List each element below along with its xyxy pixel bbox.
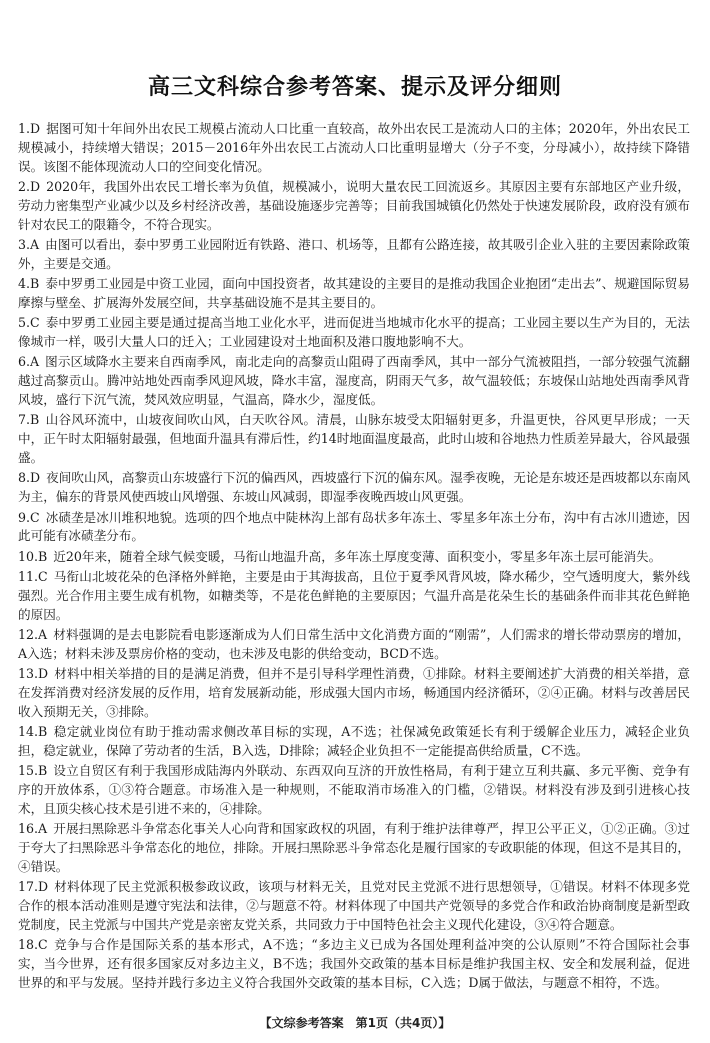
answer-number: 15.B — [18, 763, 48, 779]
answer-text: 设立自贸区有利于我国形成陆海内外联动、东西双向互济的开放性格局，有利于建立互利共赢、多元平衡、竞争有序的开放体系，①③符合题意。市场准入是一种规则，不能取消市场准入的门槛，②错误。材料没有涉及到引进核心技术，且顶尖核心技术是引进不来的，④排除。 — [18, 763, 690, 816]
answer-item — [18, 411, 690, 468]
answer-item — [18, 469, 690, 507]
answer-text: 泰中罗勇工业园主要是通过提高当地工业化水平，进而促进当地城市化水平的提高；工业园主要以生产为目的，无法像城市一样，吸引大量人口的迁入；工业园建设对土地面积及港口腹地影响不大。 — [18, 315, 690, 350]
answer-text: 据图可知十年间外出农民工规模占流动人口比重一直较高，故外出农民工是流动人口的主体；2020年，外出农民工规模减小，持续增大错误；2015－2016年外出农民工占流动人口比重明显增大（分子不变，分母减小），故持续下降错误。该图不能体现流动人口的空间变化情况。 — [18, 121, 690, 174]
answer-number: 5.C — [18, 315, 40, 331]
answer-item — [18, 548, 690, 567]
answer-number: 17.D — [18, 879, 49, 895]
answer-number: 7.B — [18, 412, 40, 428]
answer-number: 14.B — [18, 723, 48, 739]
answer-number: 4.B — [18, 276, 40, 292]
answer-text: 马衔山北坡花朵的色泽格外鲜艳，主要是由于其海拔高，且位于夏季风背风坡，降水稀少，空气透明度大，紫外线强烈。光合作用主要生成有机物，如糖类等，不是花色鲜艳的主要原因；气温升高是花朵生长的基础条件而非其花色鲜艳的原因。 — [18, 568, 690, 622]
answer-number: 8.D — [18, 470, 41, 486]
answer-item — [18, 723, 690, 761]
answer-number: 9.C — [18, 509, 40, 525]
answer-text: 材料强调的是去电影院看电影逐渐成为人们日常生活中文化消费方面的“刚需”，人们需求的增长带动票房的增加，A入选；材料未涉及票房价格的变动，也未涉及电影的供给变动，BCD不选。 — [18, 626, 690, 661]
answer-number: 3.A — [18, 237, 40, 253]
answer-text: 泰中罗勇工业园是中资工业园，面向中国投资者，故其建设的主要目的是推动我国企业抱团“走出去”、规避国际贸易摩擦与壁垒、扩展海外发展空间，共享基础设施不是其主要目的。 — [18, 276, 690, 311]
page-title: 高三文科综合参考答案、提示及评分细则 — [147, 75, 562, 100]
answer-item — [18, 178, 690, 235]
answer-item — [18, 353, 690, 410]
answer-text: 开展扫黑除恶斗争常态化事关人心向背和国家政权的巩固，有利于维护法律尊严，捍卫公平正义，①②正确。③过于夸大了扫黑除恶斗争常态化的地位，排除。开展扫黑除恶斗争常态化是履行国家的专政职能的体现，但这不是其目的，④错误。 — [18, 821, 690, 874]
answer-item — [18, 820, 690, 877]
answer-text: 夜间吹山风，高黎贡山东坡盛行下沉的偏西风，西坡盛行下沉的偏东风。湿季夜晚，无论是东坡还是西坡都以东南风为主，偏东的背景风使西坡山风增强、东坡山风减弱，即湿季夜晚西坡山风更强。 — [18, 470, 690, 505]
answer-item — [18, 626, 690, 664]
answer-text: 2020年，我国外出农民工增长率为负值，规模减小，说明大量农民工回流返乡。其原因主要有东部地区产业升级，劳动力密集型产业减少以及乡村经济改善，基础设施逐步完善等；目前我国城镇化仍然处于快速发展阶段，政府没有颁布针对农民工的限籍令，不符合现实。 — [18, 179, 690, 232]
answer-item — [18, 275, 690, 313]
answer-number: 11.C — [18, 568, 48, 584]
answer-text: 山谷风环流中，山坡夜间吹山风，白天吹谷风。清晨，山脉东坡受太阳辐射更多，升温更快，谷风更早形成；一天中，正午时太阳辐射最强，但地面升温具有滞后性，约14时地面温度最高，此时山坡和谷地热力性质差异最大，谷风最强盛。 — [18, 412, 690, 466]
page-footer: 【文综参考答案 第1页（共4页）】 — [259, 1016, 451, 1030]
answer-item — [18, 665, 690, 722]
answer-item — [18, 120, 690, 177]
answer-number: 16.A — [18, 821, 48, 837]
answer-number: 12.A — [18, 626, 48, 642]
answer-number: 10.B — [18, 548, 48, 564]
answer-text: 图示区域降水主要来自西南季风，南北走向的高黎贡山阻碍了西南季风，其中一部分气流被阻挡，一部分较强气流翻越过高黎贡山。腾冲站地处西南季风迎风坡，降水丰富，湿度高，阴雨天气多，故气温较低；东坡保山站地处西南季风背风坡，盛行下沉气流，焚风效应明显，气温高，降水少，湿度低。 — [18, 354, 690, 408]
answer-number: 6.A — [18, 354, 40, 370]
answer-item — [18, 878, 690, 935]
answer-text: 冰碛垄是冰川堆积地貌。选项的四个地点中陡林沟上部有岛状多年冻土、零星多年冻土分布，沟中有古冰川遗迹，因此可能有冰碛垄分布。 — [18, 509, 690, 544]
answer-item — [18, 314, 690, 352]
answer-text: 材料中相关举措的目的是满足消费，但并不是引导科学理性消费，①排除。材料主要阐述扩大消费的相关举措，意在发挥消费对经济发展的反作用，培育发展新动能，形成强大国内市场，畅通国内经济循环，②④正确。材料与改善居民收入预期无关，③排除。 — [18, 665, 690, 719]
answer-number: 13.D — [18, 665, 49, 681]
answer-item — [18, 509, 690, 547]
answer-text: 近20年来，随着全球气候变暖，马衔山地温升高，多年冻土厚度变薄、面积变小，零星多年冻土层可能消失。 — [53, 548, 662, 564]
answer-text: 由图可以看出，泰中罗勇工业园附近有铁路、港口、机场等，且都有公路连接，故其吸引企业入驻的主要因素除政策外，主要是交通。 — [18, 237, 690, 271]
answer-item — [18, 568, 690, 625]
answer-number: 18.C — [18, 937, 48, 953]
answer-item — [18, 236, 690, 274]
answer-text: 稳定就业岗位有助于推动需求侧改革目标的实现，A不选；社保减免政策延长有利于缓解企业压力，减轻企业负担，稳定就业，保障了劳动者的生活，B入选，D排除；减轻企业负担不一定能提高供给质量，C不选。 — [18, 723, 690, 758]
answer-number: 1.D — [18, 121, 41, 136]
answer-text: 竞争与合作是国际关系的基本形式，A不选；“多边主义已成为各国处理利益冲突的公认原则”不符合国际社会事实，当今世界，还有很多国家反对多边主义，B不选；我国外交政策的基本目标是维护我国主权、安全和发展利益，促进世界的和平与发展。坚持并践行多边主义符合我国外交政策的基本目标，C入选；D属于做法，与题意不相符，不选。 — [18, 937, 690, 990]
answer-number: 2.D — [18, 179, 41, 195]
answer-item — [18, 936, 690, 993]
answer-text: 材料体现了民主党派积极参政议政，该项与材料无关，且党对民主党派不进行思想领导，①错误。材料不体现多党合作的根本活动准则是遵守宪法和法律，②与题意不符。材料体现了中国共产党领导的多党合作和政治协商制度是新型政党制度，民主党派与中国共产党是亲密友党关系，共同致力于中国特色社会主义现代化建设，③④符合题意。 — [18, 879, 690, 932]
answer-item — [18, 762, 690, 819]
answer-list — [18, 120, 690, 994]
